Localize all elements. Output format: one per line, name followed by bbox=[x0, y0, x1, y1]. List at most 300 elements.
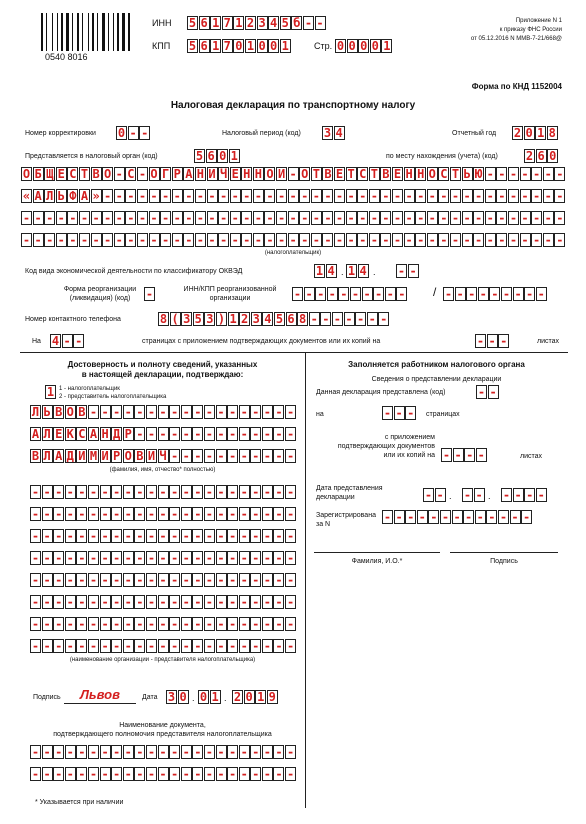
taxpayer-row-3-cell: - bbox=[22, 211, 31, 225]
taxpayer-row-2-cell: - bbox=[509, 189, 518, 203]
authority-cells-cell: 1 bbox=[230, 149, 238, 163]
correction-cells-cell: 0 bbox=[117, 126, 126, 140]
correction-cells[interactable] bbox=[116, 126, 151, 140]
taxpayer-row-2-cell: - bbox=[544, 189, 552, 203]
taxpayer-row-1-cell: - bbox=[509, 167, 518, 181]
org-row-8-cell: - bbox=[205, 639, 214, 653]
org-row-4-cell: - bbox=[194, 551, 202, 565]
submit-year-cells-cell: - bbox=[537, 488, 545, 502]
inn-cells-cell: 5 bbox=[188, 16, 197, 30]
taxpayer-row-2-cell: - bbox=[521, 189, 529, 203]
correction-cells-cell: - bbox=[129, 126, 137, 140]
name-cells-cell: К bbox=[66, 427, 74, 441]
org-row-6-cell: - bbox=[240, 595, 248, 609]
org-row-3-cell: - bbox=[194, 529, 202, 543]
taxpayer-row-1-cell: В bbox=[92, 167, 100, 181]
org-row-6-cell: - bbox=[252, 595, 260, 609]
org-row-6-cell: - bbox=[89, 595, 98, 609]
barcode-bar bbox=[59, 13, 60, 51]
org-row-1-cell: - bbox=[147, 485, 156, 499]
org-row-2[interactable] bbox=[30, 507, 297, 521]
reg-number-cells-cell: - bbox=[511, 510, 519, 524]
date-day-cells-cell: 0 bbox=[179, 690, 187, 704]
taxpayer-row-4-cell: - bbox=[335, 233, 344, 247]
name-cells-cell: - bbox=[136, 427, 144, 441]
org-row-6-cell: - bbox=[55, 595, 63, 609]
taxpayer-row-3-cell: - bbox=[69, 211, 77, 225]
right-sheets-cells-cell: - bbox=[442, 448, 451, 462]
phone-cells-cell: ) bbox=[217, 312, 226, 326]
signer-option-1: 1 - налогоплательщик bbox=[59, 386, 120, 392]
taxpayer-row-4-cell: - bbox=[138, 233, 147, 247]
org-row-1-cell: - bbox=[286, 485, 295, 499]
org-row-4-cell: - bbox=[55, 551, 63, 565]
org-row-7-cell: - bbox=[147, 617, 156, 631]
org-row-6-cell: - bbox=[275, 595, 283, 609]
taxpayer-row-4-cell: - bbox=[556, 233, 564, 247]
doc-row-1-cell: - bbox=[31, 745, 40, 759]
org-row-1-cell: - bbox=[66, 485, 74, 499]
surname-cells-cell: - bbox=[182, 405, 190, 419]
reorg-inn-label-2: организации bbox=[209, 295, 251, 302]
doc-row-1-cell: - bbox=[240, 745, 248, 759]
submitted-cells-cell: - bbox=[477, 385, 486, 399]
org-row-4[interactable] bbox=[30, 551, 297, 565]
barcode-bar bbox=[82, 13, 83, 51]
org-row-4-cell: - bbox=[89, 551, 98, 565]
barcode-number: 0540 8016 bbox=[45, 52, 88, 62]
submit-month-cells[interactable] bbox=[462, 488, 485, 502]
name-cells-cell: - bbox=[194, 427, 202, 441]
taxpayer-row-2-cell: - bbox=[451, 189, 460, 203]
reorg-inn-cells-cell: - bbox=[317, 287, 325, 301]
phone-cells[interactable] bbox=[158, 312, 390, 326]
taxpayer-row-1-cell: - bbox=[521, 167, 529, 181]
inn-cells-cell: 3 bbox=[258, 16, 266, 30]
taxpayer-row-3-cell: - bbox=[208, 211, 216, 225]
org-row-5-cell: - bbox=[228, 573, 237, 587]
doc-row-2-cell: - bbox=[228, 767, 237, 781]
org-row-2-cell: - bbox=[228, 507, 237, 521]
date-month-cells[interactable] bbox=[198, 690, 221, 704]
sheets-cells[interactable] bbox=[475, 334, 510, 348]
right-sheets-cells-cell: - bbox=[477, 448, 485, 462]
org-row-6-cell: - bbox=[101, 595, 109, 609]
org-row-5-cell: - bbox=[194, 573, 202, 587]
taxpayer-row-4-cell: - bbox=[359, 233, 367, 247]
attach-label-3: или их копий на bbox=[383, 452, 435, 459]
org-row-2-cell: - bbox=[136, 507, 144, 521]
org-row-2-cell: - bbox=[194, 507, 202, 521]
doc-row-2[interactable] bbox=[30, 767, 297, 781]
barcode-bar bbox=[41, 13, 43, 51]
taxpayer-row-4-cell: - bbox=[243, 233, 251, 247]
barcode-bar bbox=[61, 13, 63, 51]
period-cells-cell: 4 bbox=[335, 126, 343, 140]
taxpayer-row-2[interactable] bbox=[21, 189, 566, 203]
taxpayer-row-4-cell: - bbox=[115, 233, 123, 247]
correction-label: Номер корректировки bbox=[25, 130, 96, 137]
taxpayer-row-1-cell: В bbox=[324, 167, 332, 181]
correction-cells-cell: - bbox=[141, 126, 149, 140]
taxpayer-row-2-cell: - bbox=[254, 189, 262, 203]
org-row-6-cell: - bbox=[194, 595, 202, 609]
right-pages-cells[interactable] bbox=[382, 406, 417, 420]
org-row-3-cell: - bbox=[66, 529, 74, 543]
taxpayer-row-3-cell: - bbox=[440, 211, 448, 225]
taxpayer-row-3-cell: - bbox=[277, 211, 286, 225]
sheets-cells-cell: - bbox=[476, 334, 485, 348]
barcode-bar bbox=[97, 13, 98, 51]
org-row-2-cell: - bbox=[182, 507, 190, 521]
taxpayer-row-4-cell: - bbox=[57, 233, 65, 247]
taxpayer-row-2-cell: - bbox=[231, 189, 239, 203]
appendix-line-1: Приложение N 1 bbox=[515, 18, 562, 24]
reg-number-cells-cell: - bbox=[418, 510, 426, 524]
phone-cells-cell: - bbox=[333, 312, 342, 326]
org-row-7-cell: - bbox=[78, 617, 86, 631]
org-row-7-cell: - bbox=[124, 617, 132, 631]
org-row-5-cell: - bbox=[275, 573, 283, 587]
date-year-cells-cell: 2 bbox=[233, 690, 242, 704]
doc-row-2-cell: - bbox=[159, 767, 167, 781]
org-row-1-cell: - bbox=[263, 485, 271, 499]
sheets-label: листах bbox=[537, 338, 560, 345]
page-cells-cell: 0 bbox=[360, 39, 368, 53]
submit-day-cells-cell: - bbox=[424, 488, 433, 502]
barcode-bar bbox=[52, 13, 53, 51]
org-row-5-cell: - bbox=[31, 573, 40, 587]
barcode-bar bbox=[44, 13, 45, 51]
org-row-4-cell: - bbox=[43, 551, 51, 565]
taxpayer-row-1-cell: С bbox=[69, 167, 77, 181]
org-row-7-cell: - bbox=[205, 617, 214, 631]
org-row-1-cell: - bbox=[89, 485, 98, 499]
org-row-8-cell: - bbox=[78, 639, 86, 653]
submit-month-cells-cell: - bbox=[463, 488, 472, 502]
signer-code-cell[interactable] bbox=[45, 385, 57, 399]
submit-day-cells[interactable] bbox=[423, 488, 446, 502]
barcode-bar bbox=[70, 13, 71, 51]
taxpayer-row-2-cell: - bbox=[393, 189, 402, 203]
phone-cells-cell: - bbox=[310, 312, 318, 326]
org-row-5-cell: - bbox=[43, 573, 51, 587]
reorg-cell-cell: - bbox=[145, 287, 154, 301]
taxpayer-row-1-cell: О bbox=[104, 167, 112, 181]
taxpayer-row-3-cell: - bbox=[231, 211, 239, 225]
appendix-line-3: от 05.12.2016 N ММВ-7-21/668@ bbox=[470, 36, 562, 42]
org-row-5-cell: - bbox=[252, 573, 260, 587]
reorg-inn-cells-cell: - bbox=[398, 287, 406, 301]
org-row-6-cell: - bbox=[217, 595, 225, 609]
org-row-5-cell: - bbox=[263, 573, 271, 587]
okved-cells-1[interactable] bbox=[314, 264, 337, 278]
taxpayer-row-4-cell: - bbox=[533, 233, 541, 247]
reorg-inn-cells-cell: - bbox=[305, 287, 313, 301]
taxpayer-row-1-cell: О bbox=[301, 167, 309, 181]
barcode-bar bbox=[110, 13, 112, 51]
org-row-7-cell: - bbox=[240, 617, 248, 631]
year-cells[interactable] bbox=[512, 126, 558, 140]
fio-line bbox=[314, 552, 440, 553]
taxpayer-row-2-cell: Ф bbox=[69, 189, 77, 203]
location-label: по месту нахождения (учета) (код) bbox=[386, 153, 498, 160]
patronymic-cells[interactable] bbox=[30, 449, 297, 463]
taxpayer-row-2-cell: « bbox=[22, 189, 31, 203]
surname-cells-cell: - bbox=[286, 405, 295, 419]
org-row-3-cell: - bbox=[217, 529, 225, 543]
taxpayer-row-1-cell: Р bbox=[173, 167, 181, 181]
patronymic-cells-cell: - bbox=[263, 449, 271, 463]
phone-cells-cell: - bbox=[356, 312, 365, 326]
surname-cells[interactable] bbox=[30, 405, 297, 419]
taxpayer-row-4-cell: - bbox=[509, 233, 518, 247]
document-title: Налоговая декларация по транспортному налогу bbox=[170, 100, 416, 111]
taxpayer-row-1-cell: С bbox=[127, 167, 135, 181]
authority-cells-cell: 0 bbox=[219, 149, 227, 163]
taxpayer-row-3-cell: - bbox=[185, 211, 193, 225]
name-cells-cell: Л bbox=[43, 427, 51, 441]
taxpayer-row-2-cell: - bbox=[533, 189, 541, 203]
reg-number-cells-cell: - bbox=[407, 510, 415, 524]
inn-cells[interactable] bbox=[187, 16, 326, 30]
surname-cells-cell: - bbox=[263, 405, 271, 419]
taxpayer-row-2-cell: - bbox=[440, 189, 448, 203]
taxpayer-row-2-cell: - bbox=[219, 189, 228, 203]
phone-cells-cell: 5 bbox=[194, 312, 202, 326]
taxpayer-row-4-cell: - bbox=[289, 233, 297, 247]
period-cells-cell: 3 bbox=[323, 126, 332, 140]
submitted-cells-cell: - bbox=[489, 385, 497, 399]
attach-label-2: подтверждающих документов bbox=[337, 443, 435, 450]
page-cells-cell: 1 bbox=[383, 39, 391, 53]
org-row-4-cell: - bbox=[159, 551, 167, 565]
phone-cells-cell: 3 bbox=[206, 312, 214, 326]
pages-cells[interactable] bbox=[50, 334, 85, 348]
org-row-2-cell: - bbox=[31, 507, 40, 521]
doc-label-1: Наименование документа, bbox=[119, 722, 206, 729]
reorg-inn-cells[interactable] bbox=[292, 287, 408, 301]
org-row-8-cell: - bbox=[240, 639, 248, 653]
org-row-6-cell: - bbox=[263, 595, 271, 609]
taxpayer-row-4-cell: - bbox=[405, 233, 413, 247]
right-sheets-cells[interactable] bbox=[441, 448, 487, 462]
doc-row-1-cell: - bbox=[171, 745, 179, 759]
taxpayer-row-2-cell: - bbox=[382, 189, 390, 203]
org-row-4-cell: - bbox=[228, 551, 237, 565]
name-cells-cell: Р bbox=[124, 427, 132, 441]
org-row-7[interactable] bbox=[30, 617, 297, 631]
taxpayer-row-2-cell: - bbox=[104, 189, 112, 203]
patronymic-cells-cell: И bbox=[78, 449, 86, 463]
doc-row-2-cell: - bbox=[263, 767, 271, 781]
phone-cells-cell: 5 bbox=[275, 312, 284, 326]
okved-cells-3[interactable] bbox=[396, 264, 419, 278]
org-row-8[interactable] bbox=[30, 639, 297, 653]
okved-cells-2[interactable] bbox=[346, 264, 369, 278]
taxpayer-row-3-cell: - bbox=[405, 211, 413, 225]
taxpayer-row-1-cell: О bbox=[150, 167, 158, 181]
name-cells-cell: - bbox=[228, 427, 237, 441]
reorg-kpp-cells[interactable] bbox=[443, 287, 547, 301]
taxpayer-row-3-cell: - bbox=[289, 211, 297, 225]
org-row-6-cell: - bbox=[66, 595, 74, 609]
appendix-line-2: к приказу ФНС России bbox=[499, 27, 562, 33]
org-row-5[interactable] bbox=[30, 573, 297, 587]
taxpayer-row-1-cell: О bbox=[22, 167, 31, 181]
org-row-3-cell: - bbox=[205, 529, 214, 543]
section-divider bbox=[20, 352, 568, 353]
taxpayer-row-1[interactable] bbox=[21, 167, 566, 181]
org-row-7-cell: - bbox=[286, 617, 295, 631]
left-heading-1: Достоверность и полноту сведений, указанных bbox=[67, 360, 258, 369]
authority-cells[interactable] bbox=[194, 149, 240, 163]
date-submit-label-1: Дата представления bbox=[316, 485, 383, 492]
taxpayer-row-1-cell: Б bbox=[34, 167, 42, 181]
authority-cells-cell: 5 bbox=[195, 149, 204, 163]
doc-row-1[interactable] bbox=[30, 745, 297, 759]
phone-cells-cell: ( bbox=[171, 312, 179, 326]
sign-line bbox=[450, 552, 558, 553]
reorg-label-2: (ликвидация) (код) bbox=[69, 295, 131, 302]
taxpayer-row-3-cell: - bbox=[92, 211, 100, 225]
period-cells[interactable] bbox=[322, 126, 345, 140]
inn-cells-cell: 1 bbox=[212, 16, 220, 30]
org-row-3[interactable] bbox=[30, 529, 297, 543]
org-row-3-cell: - bbox=[147, 529, 156, 543]
taxpayer-row-3[interactable] bbox=[21, 211, 566, 225]
inn-cells-cell: - bbox=[316, 16, 324, 30]
name-cells-cell: - bbox=[159, 427, 167, 441]
org-row-3-cell: - bbox=[31, 529, 40, 543]
taxpayer-row-4-cell: - bbox=[393, 233, 402, 247]
authority-cells-cell: 6 bbox=[207, 149, 215, 163]
taxpayer-row-4-cell: - bbox=[34, 233, 42, 247]
reg-number-cells-cell: - bbox=[453, 510, 461, 524]
taxpayer-row-2-cell: Л bbox=[46, 189, 54, 203]
taxpayer-row-4-cell: - bbox=[46, 233, 54, 247]
period-label: Налоговый период (код) bbox=[222, 130, 301, 137]
org-row-5-cell: - bbox=[101, 573, 109, 587]
date-day-cells[interactable] bbox=[166, 690, 189, 704]
org-row-2-cell: - bbox=[101, 507, 109, 521]
org-row-2-cell: - bbox=[89, 507, 98, 521]
kpp-cells[interactable] bbox=[187, 39, 291, 53]
doc-row-2-cell: - bbox=[89, 767, 98, 781]
phone-cells-cell: 6 bbox=[287, 312, 295, 326]
org-row-5-cell: - bbox=[159, 573, 167, 587]
okved-cells-1-cell: 4 bbox=[327, 264, 335, 278]
org-row-8-cell: - bbox=[252, 639, 260, 653]
pages-text: страницах с приложением подтверждающих документов или их копий на bbox=[142, 338, 381, 345]
surname-cells-cell: В bbox=[78, 405, 86, 419]
barcode bbox=[41, 13, 133, 51]
taxpayer-row-1-cell: Т bbox=[451, 167, 460, 181]
location-cells[interactable] bbox=[524, 149, 559, 163]
org-row-5-cell: - bbox=[66, 573, 74, 587]
org-row-4-cell: - bbox=[66, 551, 74, 565]
doc-row-2-cell: - bbox=[240, 767, 248, 781]
reorg-cell[interactable] bbox=[144, 287, 156, 301]
location-cells-cell: 0 bbox=[549, 149, 557, 163]
submit-year-cells[interactable] bbox=[501, 488, 547, 502]
org-row-6-cell: - bbox=[124, 595, 132, 609]
taxpayer-row-2-cell: - bbox=[324, 189, 332, 203]
okved-label: Код вида экономической деятельности по классификатору ОКВЭД bbox=[25, 268, 243, 275]
org-row-1[interactable] bbox=[30, 485, 297, 499]
kpp-cells-cell: 1 bbox=[212, 39, 220, 53]
org-row-6[interactable] bbox=[30, 595, 297, 609]
surname-cells-cell: - bbox=[228, 405, 237, 419]
reg-number-cells-cell: - bbox=[430, 510, 438, 524]
right-sheets-label: листах bbox=[520, 453, 543, 460]
patronymic-cells-cell: Р bbox=[113, 449, 121, 463]
okved-cells-1-cell: 1 bbox=[315, 264, 324, 278]
reorg-kpp-cells-cell: - bbox=[526, 287, 534, 301]
reg-number-cells-cell: - bbox=[476, 510, 484, 524]
right-heading: Заполняется работником налогового органа bbox=[348, 360, 525, 369]
name-cells[interactable] bbox=[30, 427, 297, 441]
year-cells-cell: 0 bbox=[525, 126, 533, 140]
reg-number-cells-cell: - bbox=[395, 510, 403, 524]
org-row-5-cell: - bbox=[205, 573, 214, 587]
org-row-5-cell: - bbox=[78, 573, 86, 587]
org-row-6-cell: - bbox=[147, 595, 156, 609]
taxpayer-row-2-cell: » bbox=[92, 189, 100, 203]
patronymic-cells-cell: - bbox=[286, 449, 295, 463]
org-row-3-cell: - bbox=[78, 529, 86, 543]
reorg-kpp-cells-cell: - bbox=[468, 287, 476, 301]
org-row-1-cell: - bbox=[275, 485, 283, 499]
right-fio-caption: Фамилия, И.О.* bbox=[351, 558, 403, 565]
org-row-8-cell: - bbox=[101, 639, 109, 653]
org-row-2-cell: - bbox=[159, 507, 167, 521]
doc-row-1-cell: - bbox=[124, 745, 132, 759]
org-row-4-cell: - bbox=[252, 551, 260, 565]
taxpayer-row-1-cell: В bbox=[382, 167, 390, 181]
barcode-bar bbox=[106, 13, 107, 51]
org-row-4-cell: - bbox=[101, 551, 109, 565]
org-row-4-cell: - bbox=[113, 551, 121, 565]
taxpayer-row-1-cell: Е bbox=[335, 167, 344, 181]
surname-cells-cell: О bbox=[66, 405, 74, 419]
reg-number-cells[interactable] bbox=[382, 510, 533, 524]
surname-cells-cell: - bbox=[136, 405, 144, 419]
date-year-cells[interactable] bbox=[232, 690, 278, 704]
taxpayer-row-2-cell: - bbox=[312, 189, 320, 203]
org-row-4-cell: - bbox=[275, 551, 283, 565]
taxpayer-row-2-cell: А bbox=[34, 189, 42, 203]
barcode-bar bbox=[48, 13, 51, 51]
taxpayer-row-4-cell: - bbox=[208, 233, 216, 247]
year-label: Отчетный год bbox=[452, 130, 497, 137]
taxpayer-row-4-cell: - bbox=[104, 233, 112, 247]
org-row-8-cell: - bbox=[55, 639, 63, 653]
pages-cells-cell: - bbox=[75, 334, 83, 348]
org-row-6-cell: - bbox=[78, 595, 86, 609]
org-row-6-cell: - bbox=[205, 595, 214, 609]
barcode-bar bbox=[74, 13, 76, 51]
surname-cells-cell: - bbox=[89, 405, 98, 419]
page-cells[interactable] bbox=[335, 39, 393, 53]
taxpayer-row-4[interactable] bbox=[21, 233, 566, 247]
inn-label: ИНН bbox=[152, 18, 172, 28]
org-row-5-cell: - bbox=[136, 573, 144, 587]
submitted-cells[interactable] bbox=[476, 385, 499, 399]
taxpayer-row-4-cell: - bbox=[266, 233, 274, 247]
on-label: На bbox=[32, 338, 41, 345]
org-row-5-cell: - bbox=[171, 573, 179, 587]
